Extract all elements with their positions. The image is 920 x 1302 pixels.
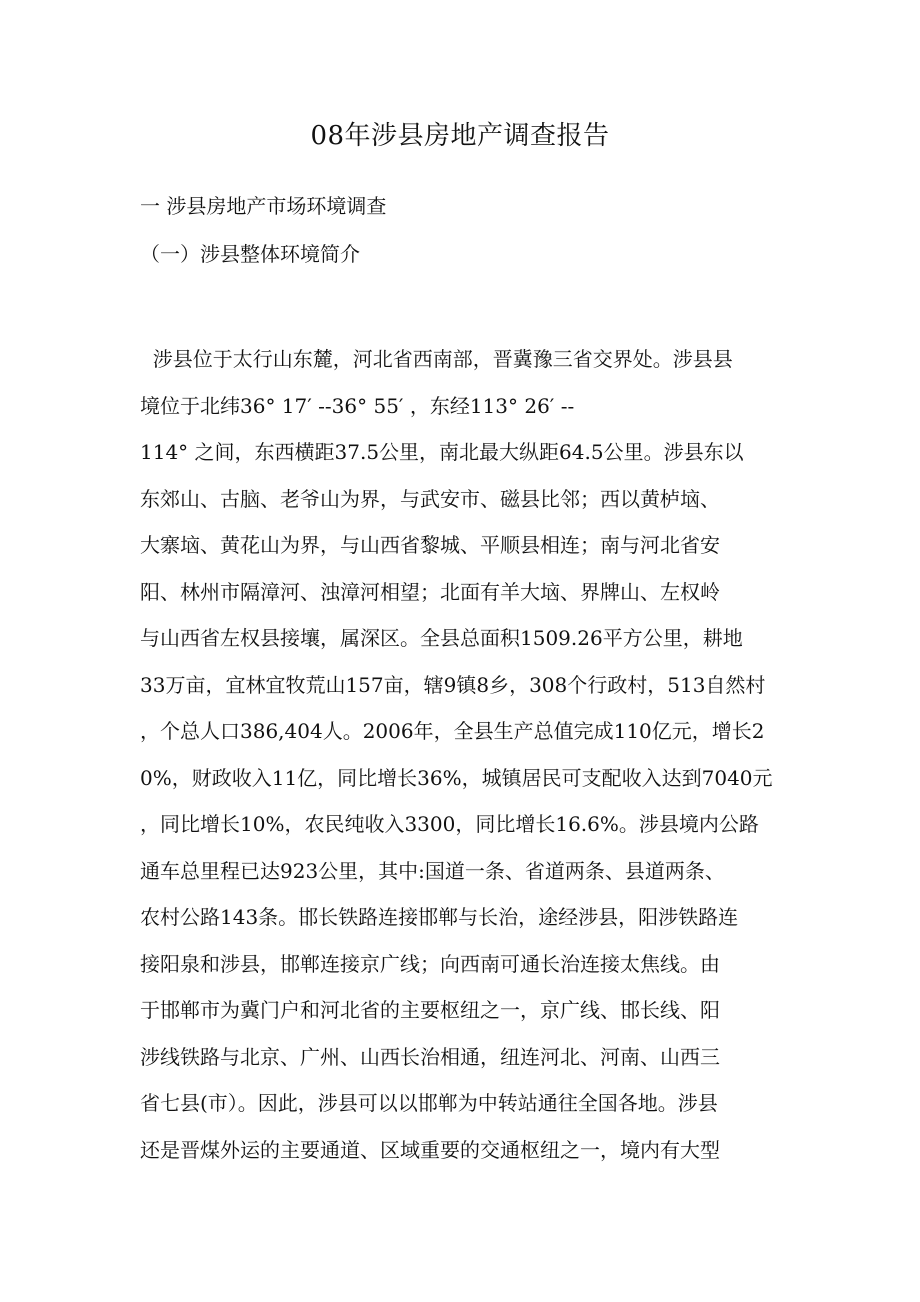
paragraph-line: 还是晋煤外运的主要通道、区域重要的交通枢纽之一，境内有大型 bbox=[140, 1137, 720, 1162]
paragraph-line: 境位于北纬36° 17′ --36° 55′ ，东经113° 26′ -- bbox=[140, 393, 575, 418]
paragraph-line: 阳、林州市隔漳河、浊漳河相望；北面有羊大垴、界牌山、左权岭 bbox=[140, 579, 720, 604]
paragraph-line: 114° 之间，东西横距37.5公里，南北最大纵距64.5公里。涉县东以 bbox=[140, 440, 744, 464]
paragraph-line: 与山西省左权县接壤，属深区。全县总面积1509.26平方公里，耕地 bbox=[140, 626, 743, 650]
document-title: 08年涉县房地产调查报告 bbox=[310, 121, 610, 151]
paragraph-line: 于邯郸市为冀门户和河北省的主要枢纽之一，京广线、邯长线、阳 bbox=[140, 998, 720, 1022]
paragraph-line: 33万亩，宜林宜牧荒山157亩，辖9镇8乡，308个行政村，513自然村 bbox=[140, 672, 766, 697]
body-paragraph bbox=[140, 336, 790, 1173]
paragraph-line: 大寨垴、黄花山为界，与山西省黎城、平顺县相连；南与河北省安 bbox=[140, 533, 720, 557]
paragraph-line: 东郊山、古脑、老爷山为界，与武安市、磁县比邻；西以黄栌垴、 bbox=[140, 486, 720, 511]
section-heading: 一 涉县房地产市场环境调查 bbox=[140, 194, 387, 218]
subsection-heading: （一）涉县整体环境简介 bbox=[140, 242, 360, 266]
paragraph-line: 通车总里程已达923公里，其中:国道一条、省道两条、县道两条、 bbox=[140, 858, 725, 883]
paragraph-line: ，同比增长10%，农民纯收入3300，同比增长16.6%。涉县境内公路 bbox=[140, 812, 759, 836]
paragraph-line: 接阳泉和涉县，邯郸连接京广线；向西南可通长治连接太焦线。由 bbox=[140, 951, 720, 976]
paragraph-line: 省七县(市）。因此，涉县可以以邯郸为中转站通往全国各地。涉县 bbox=[140, 1091, 718, 1115]
paragraph-line: 涉县位于太行山东麓，河北省西南部，晋冀豫三省交界处。涉县县 bbox=[140, 347, 733, 371]
paragraph-line: 0%，财政收入11亿，同比增长36%，城镇居民可支配收入达到7040元 bbox=[140, 765, 773, 790]
paragraph-line: ，个总人口386,404人。2006年，全县生产总值完成110亿元，增长2 bbox=[140, 719, 765, 743]
paragraph-line: 涉线铁路与北京、广州、山西长治相通，纽连河北、河南、山西三 bbox=[140, 1044, 720, 1069]
paragraph-line: 农村公路143条。邯长铁路连接邯郸与长治，途经涉县，阳涉铁路连 bbox=[140, 905, 739, 929]
